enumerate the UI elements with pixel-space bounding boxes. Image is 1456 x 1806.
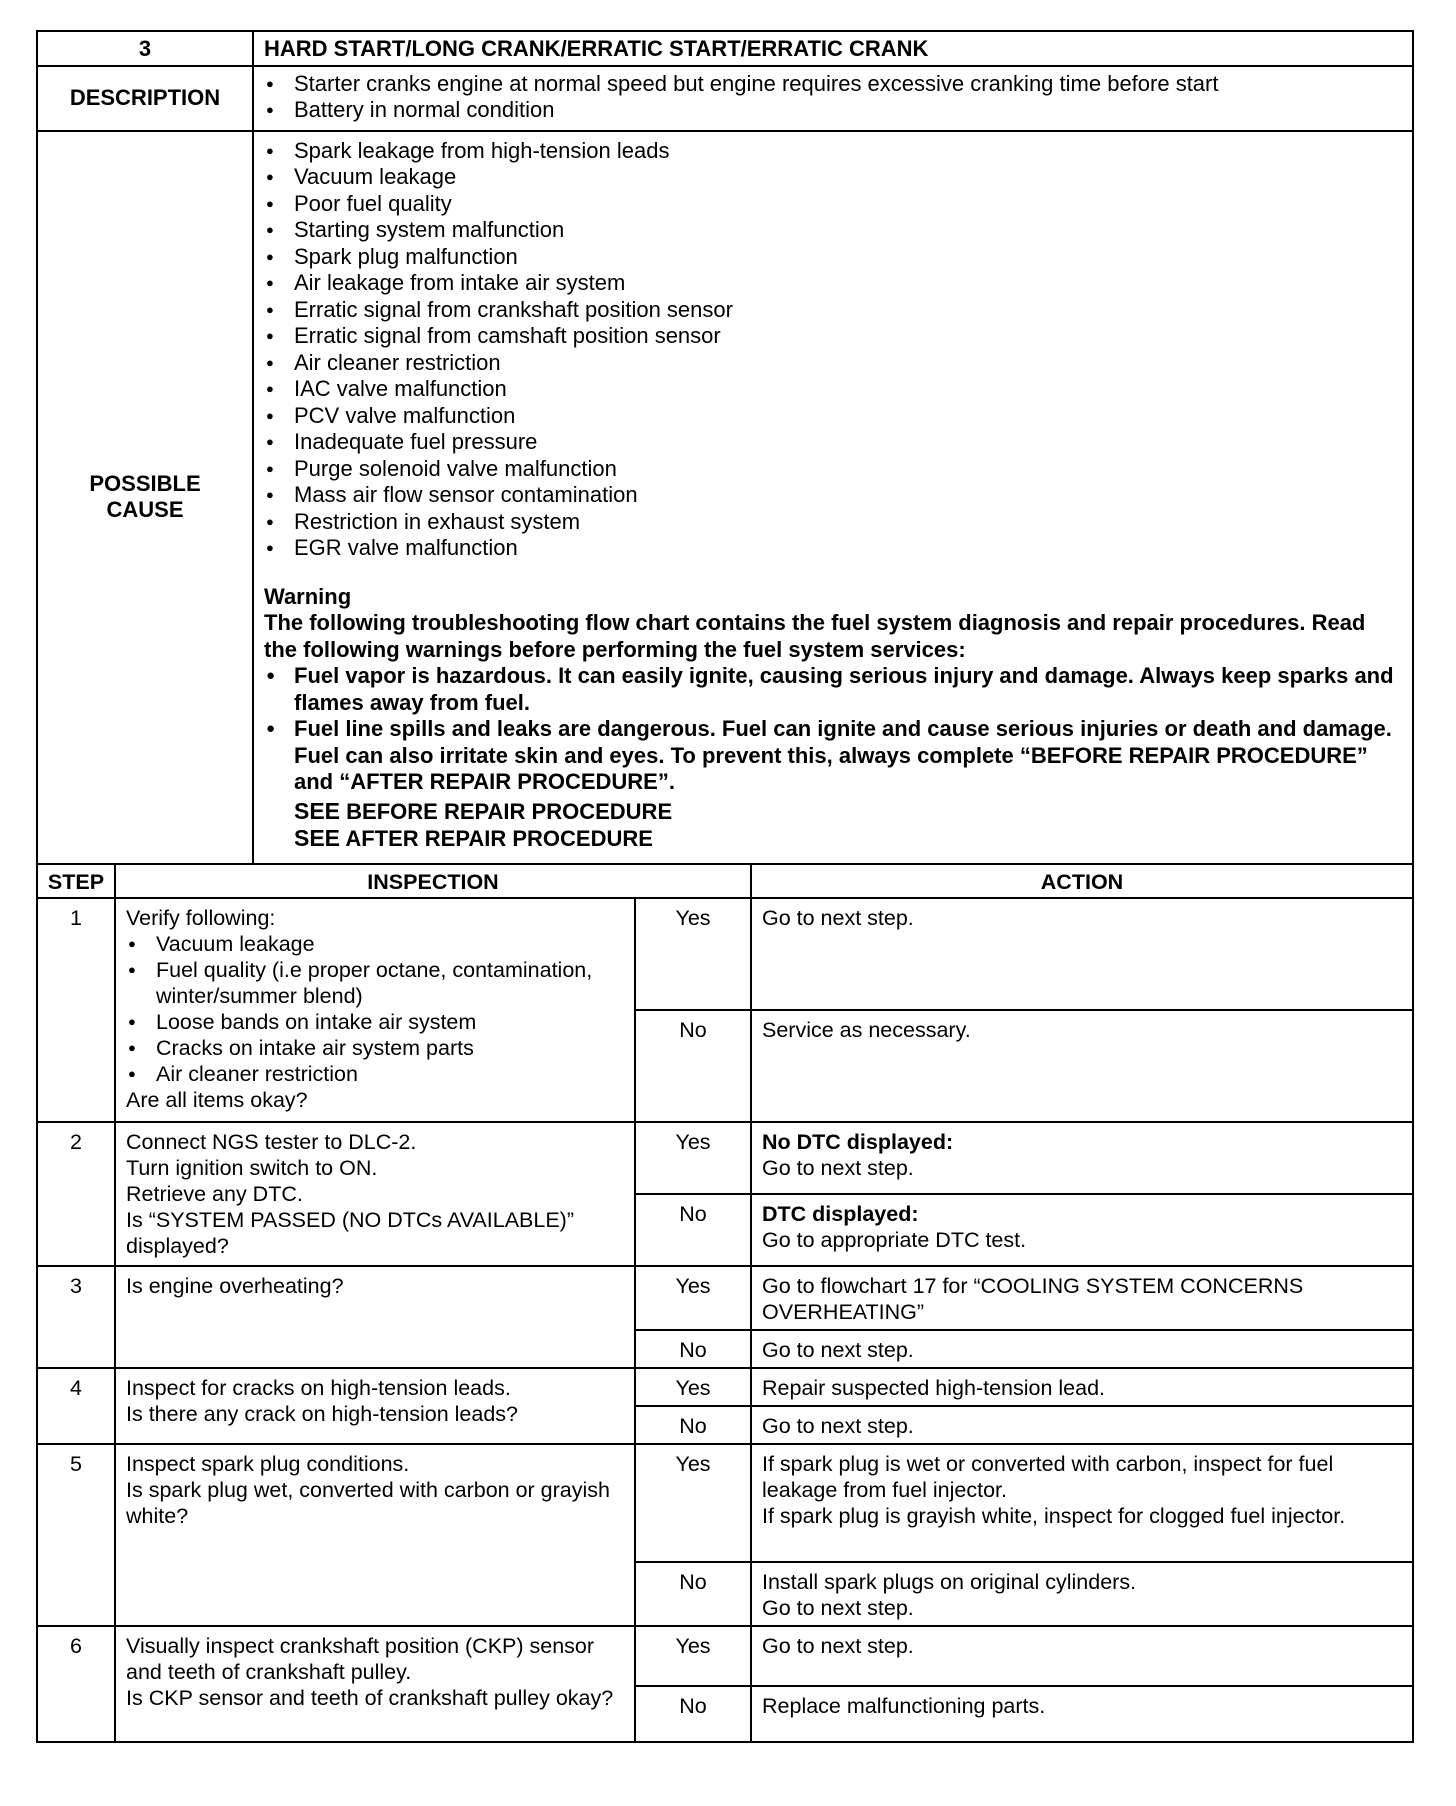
step-4-inspection [115,1368,635,1444]
action-column-header: ACTION [751,864,1413,898]
possible-cause-label-line2: CAUSE [106,497,184,522]
step-5-yes-label: Yes [635,1444,751,1562]
step-2-yes-action [751,1122,1413,1194]
cause-item: ● Restriction in exhaust system [264,509,1402,536]
step-6-number: 6 [37,1626,115,1742]
cause-item: ● Spark plug malfunction [264,244,1402,271]
description-content [253,66,1413,131]
cause-item: ● Poor fuel quality [264,191,1402,218]
cause-item: ● Air leakage from intake air system [264,270,1402,297]
cause-item: ● PCV valve malfunction [264,403,1402,430]
step-1-check-item: ● Cracks on intake air system parts [126,1035,624,1061]
step-1-inspection [115,898,635,1122]
description-list [264,71,1402,124]
step-5-yes-action [751,1444,1413,1562]
cause-item: ● Erratic signal from camshaft position sensor [264,323,1402,350]
possible-cause-content [253,131,1413,864]
step-2-yes-label: Yes [635,1122,751,1194]
step-3-no-action: Go to next step. [751,1330,1413,1368]
step-5-inspection [115,1444,635,1626]
step-1-check-item: ● Fuel quality (i.e proper octane, contamination, winter/summer blend) [126,957,624,1009]
step-5-number: 5 [37,1444,115,1626]
cause-item: ● IAC valve malfunction [264,376,1402,403]
step-6-inspection [115,1626,635,1742]
step-1-check-list [126,931,624,1087]
cause-item: ● Mass air flow sensor contamination [264,482,1402,509]
step-2-line: Connect NGS tester to DLC-2. [126,1129,417,1154]
step-5-no-label: No [635,1562,751,1626]
symptom-title: HARD START/LONG CRANK/ERRATIC START/ERRATIC CRANK [253,31,1413,66]
step-2-no-action [751,1194,1413,1266]
step-1-check-item: ● Air cleaner restriction [126,1061,624,1087]
troubleshooting-page [36,30,1412,1743]
cause-item: ● Vacuum leakage [264,164,1402,191]
step-3-no-label: No [635,1330,751,1368]
step-5-yes-row [37,1444,1413,1562]
see-after-link[interactable]: AFTER REPAIR PROCEDURE [345,826,653,851]
step-4-question: Is there any crack on high-tension leads? [126,1401,519,1426]
step-1-yes-action: Go to next step. [751,898,1413,1010]
step-2-line: Turn ignition switch to ON. [126,1155,378,1180]
step-4-yes-label: Yes [635,1368,751,1406]
step-3-yes-action: Go to flowchart 17 for “COOLING SYSTEM CONCERNS OVERHEATING” [751,1266,1413,1330]
see-before-link[interactable]: BEFORE REPAIR PROCEDURE [346,798,673,824]
step-2-yes-result: No DTC displayed: [762,1129,954,1154]
step-6-yes-row [37,1626,1413,1686]
cause-list [264,138,1402,562]
step-2-no-instruction: Go to appropriate DTC test. [762,1227,1027,1252]
step-2-no-result: DTC displayed: [762,1201,919,1226]
step-1-yes-label: Yes [635,898,751,1010]
cause-item: ● Erratic signal from crankshaft position sensor [264,297,1402,324]
step-3-number: 3 [37,1266,115,1368]
step-5-line: Inspect spark plug conditions. [126,1451,410,1476]
description-item: ● Starter cranks engine at normal speed but engine requires excessive cranking time before start [264,71,1402,98]
step-1-number: 1 [37,898,115,1122]
step-1-yes-row [37,898,1413,1010]
step-1-question: Are all items okay? [126,1087,308,1112]
cause-item: ● Air cleaner restriction [264,350,1402,377]
step-6-no-action: Replace malfunctioning parts. [751,1686,1413,1742]
step-5-yes-line: If spark plug is wet or converted with carbon, inspect for fuel leakage from fuel injector. [762,1451,1334,1502]
see-keyword: SEE [294,825,341,851]
inspection-column-header: INSPECTION [115,864,751,898]
step-4-number: 4 [37,1368,115,1444]
see-after-reference[interactable] [264,825,1402,853]
symptom-table [36,30,1414,865]
step-4-yes-row [37,1368,1413,1406]
step-2-question: Is “SYSTEM PASSED (NO DTCs AVAILABLE)” displayed? [126,1207,575,1258]
warning-intro: The following troubleshooting flow chart contains the fuel system diagnosis and repair procedures. Read the following warnings before performing the fuel system services: [264,610,1366,662]
steps-header-row [37,864,1413,898]
step-6-yes-action: Go to next step. [751,1626,1413,1686]
cause-item: ● Purge solenoid valve malfunction [264,456,1402,483]
step-6-yes-label: Yes [635,1626,751,1686]
step-2-inspection [115,1122,635,1266]
step-5-no-line: Go to next step. [762,1595,914,1620]
step-1-intro: Verify following: [126,905,276,930]
cause-item: ● Starting system malfunction [264,217,1402,244]
step-1-check-item: ● Loose bands on intake air system [126,1009,624,1035]
warning-list [264,663,1402,796]
step-column-header: STEP [37,864,115,898]
step-2-no-label: No [635,1194,751,1266]
warning-item: ● Fuel line spills and leaks are dangerous. Fuel can ignite and cause serious injuries or death and damage. Fuel can also irritate skin and eyes. To prevent this, always complete “BEFORE REPAIR PROCEDURE” and “AFTER REPAIR PROCEDURE”. [264,716,1402,796]
cause-item: ● EGR valve malfunction [264,535,1402,562]
step-1-check-item: ● Vacuum leakage [126,931,624,957]
step-5-no-line: Install spark plugs on original cylinders. [762,1569,1137,1594]
step-1-no-action: Service as necessary. [751,1010,1413,1122]
step-4-no-action: Go to next step. [751,1406,1413,1444]
step-4-line: Inspect for cracks on high-tension leads. [126,1375,511,1400]
possible-cause-label-line1: POSSIBLE [89,470,201,496]
step-6-line: Visually inspect crankshaft position (CKP) sensor and teeth of crankshaft pulley. [126,1633,595,1684]
see-keyword: SEE [294,797,341,824]
symptom-header-row [37,31,1413,66]
symptom-number: 3 [37,31,253,66]
warning-title: Warning [264,583,352,609]
warning-item: ● Fuel vapor is hazardous. It can easily ignite, causing serious injury and damage. Always keep sparks and flames away from fuel. [264,663,1402,716]
description-item: ● Battery in normal condition [264,97,1402,124]
steps-table [36,863,1414,1743]
step-4-no-label: No [635,1406,751,1444]
step-2-number: 2 [37,1122,115,1266]
step-2-yes-instruction: Go to next step. [762,1155,914,1180]
possible-cause-label [37,131,253,864]
step-5-yes-line: If spark plug is grayish white, inspect for clogged fuel injector. [762,1503,1346,1528]
step-6-question: Is CKP sensor and teeth of crankshaft pulley okay? [126,1685,614,1710]
step-5-no-action [751,1562,1413,1626]
description-label: DESCRIPTION [37,66,253,131]
cause-item: ● Spark leakage from high-tension leads [264,138,1402,165]
step-3-inspection: Is engine overheating? [115,1266,635,1368]
see-before-reference[interactable] [264,798,1402,826]
step-5-question: Is spark plug wet, converted with carbon or grayish white? [126,1477,610,1528]
description-row [37,66,1413,131]
step-2-yes-row [37,1122,1413,1194]
step-3-yes-row [37,1266,1413,1330]
step-4-yes-action: Repair suspected high-tension lead. [751,1368,1413,1406]
cause-item: ● Inadequate fuel pressure [264,429,1402,456]
step-3-yes-label: Yes [635,1266,751,1330]
step-2-line: Retrieve any DTC. [126,1181,303,1206]
fuel-warning-block [264,584,1402,853]
step-6-no-label: No [635,1686,751,1742]
possible-cause-row [37,131,1413,864]
step-1-no-label: No [635,1010,751,1122]
